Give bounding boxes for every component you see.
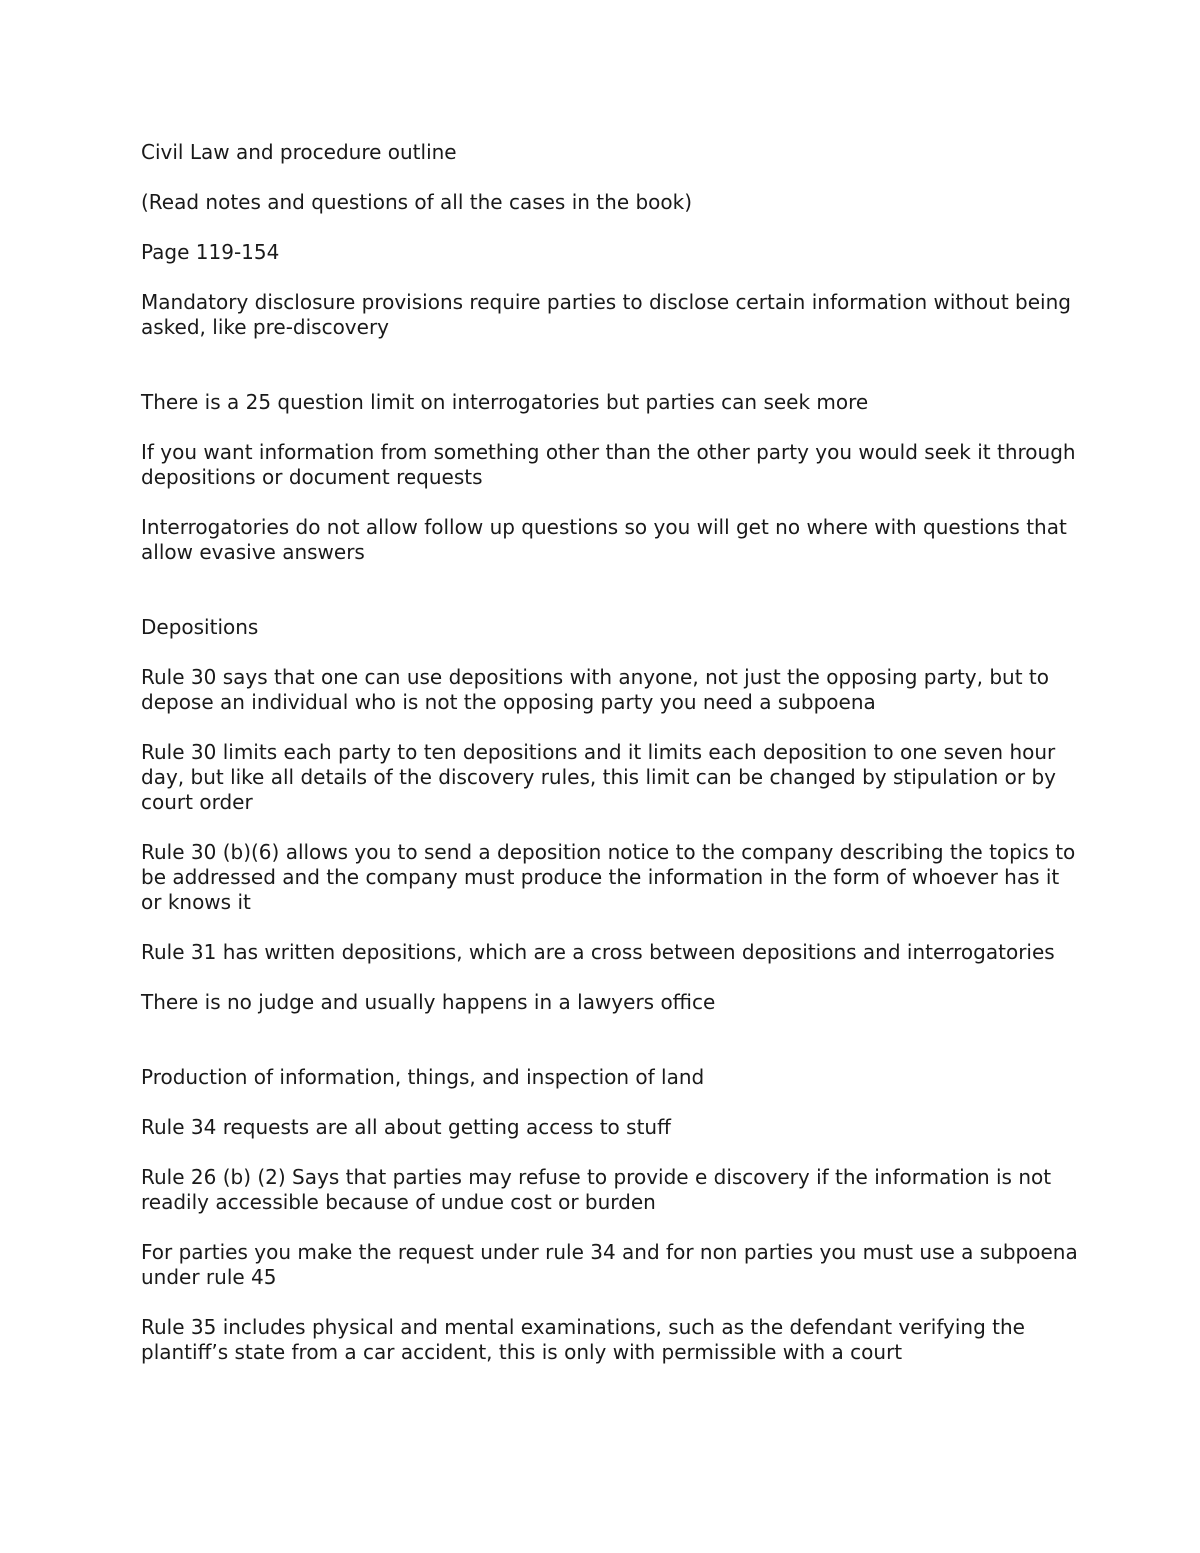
paragraph-no-judge: There is no judge and usually happens in a lawyers office xyxy=(141,990,716,1014)
paragraph-mandatory-disclosure: Mandatory disclosure provisions require parties to disclose certain information without being asked, like pre-discovery xyxy=(141,290,1071,339)
section-heading-production: Production of information, things, and inspection of land xyxy=(141,1065,705,1089)
paragraph-rule-30-anyone: Rule 30 says that one can use depositions with anyone, not just the opposing party, but to depose an individual who is not the opposing party you need a subpoena xyxy=(141,665,1049,714)
paragraph-follow-up-questions: Interrogatories do not allow follow up questions so you will get no where with questions that allow evasive answers xyxy=(141,515,1067,564)
paragraph-rule-35: Rule 35 includes physical and mental examinations, such as the defendant verifying the plantiff’s state from a car accident, this is only with permissible with a court xyxy=(141,1315,1025,1364)
reading-note: (Read notes and questions of all the cases in the book) xyxy=(141,190,693,214)
section-heading-depositions: Depositions xyxy=(141,615,259,639)
paragraph-rule-31: Rule 31 has written depositions, which are a cross between depositions and interrogatories xyxy=(141,940,1055,964)
paragraph-other-party-info: If you want information from something other than the other party you would seek it through depositions or document requests xyxy=(141,440,1076,489)
document-title: Civil Law and procedure outline xyxy=(141,140,457,164)
paragraph-rule-45-subpoena: For parties you make the request under rule 34 and for non parties you must use a subpoena under rule 45 xyxy=(141,1240,1078,1289)
paragraph-rule-34: Rule 34 requests are all about getting access to stuff xyxy=(141,1115,671,1139)
document-body xyxy=(141,140,1081,1365)
paragraph-rule-30-limits: Rule 30 limits each party to ten depositions and it limits each deposition to one seven hour day, but like all details of the discovery rules, this limit can be changed by stipulation or by court order xyxy=(141,740,1057,814)
page-range: Page 119-154 xyxy=(141,240,280,264)
paragraph-rule-30-b6: Rule 30 (b)(6) allows you to send a deposition notice to the company describing the topics to be addressed and the company must produce the information in the form of whoever has it or knows it xyxy=(141,840,1076,914)
paragraph-interrogatory-limit: There is a 25 question limit on interrogatories but parties can seek more xyxy=(141,390,869,414)
paragraph-rule-26-b2: Rule 26 (b) (2) Says that parties may refuse to provide e discovery if the information is not readily accessible because of undue cost or burden xyxy=(141,1165,1052,1214)
